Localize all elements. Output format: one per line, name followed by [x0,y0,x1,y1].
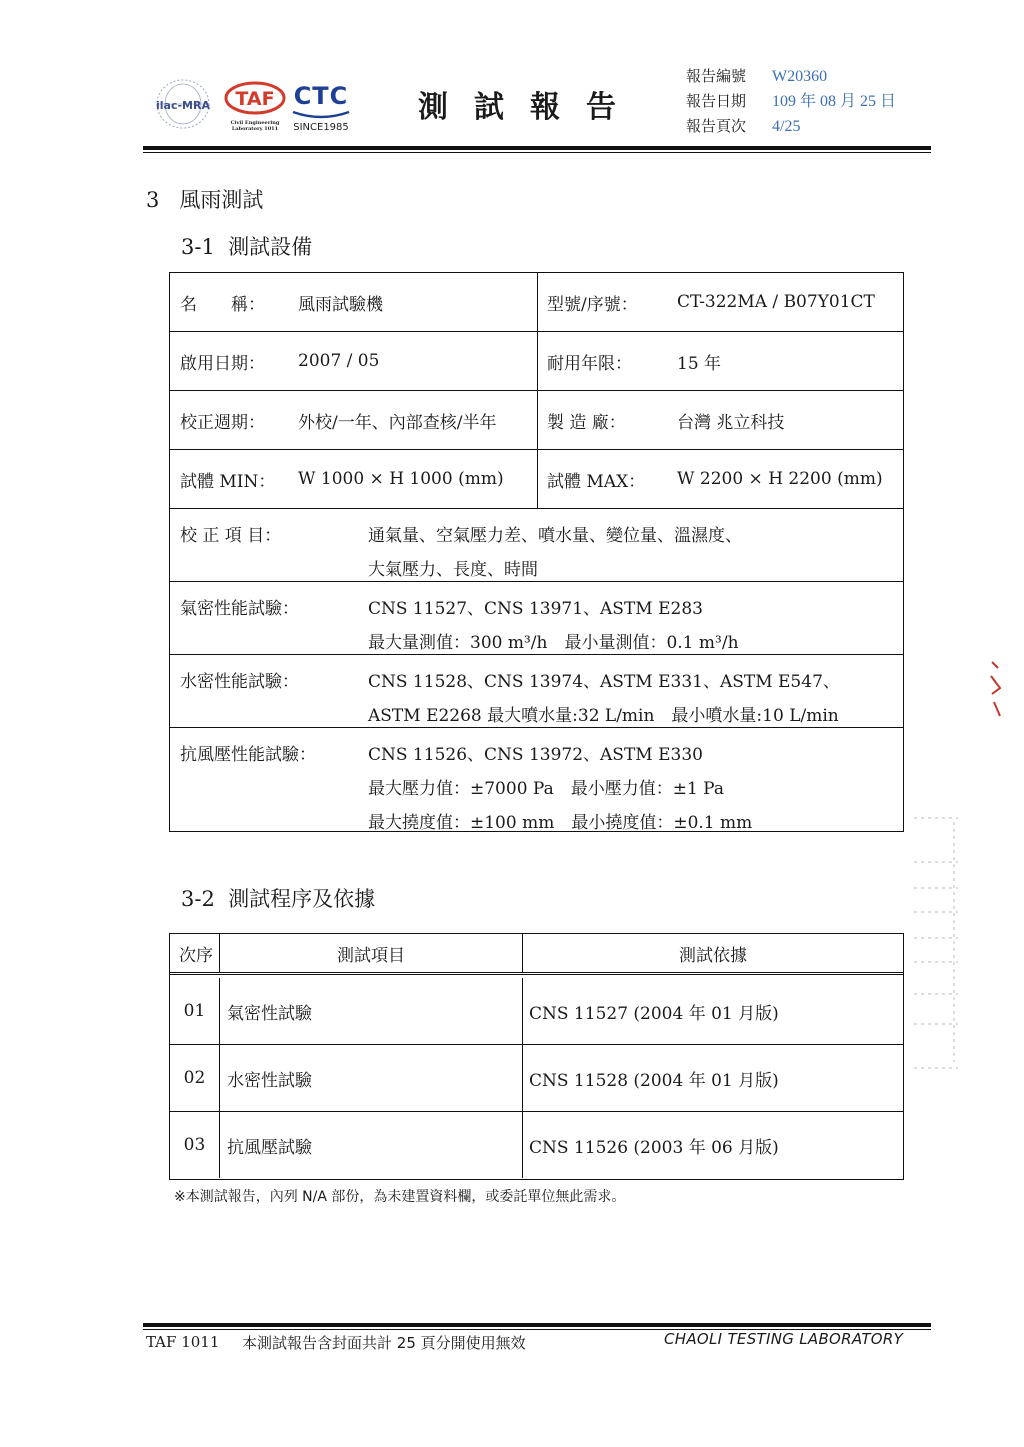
report-page-label: 報告頁次 [686,117,747,135]
report-page: 4/25 [772,118,801,135]
water-test-line: ASTM E2268 最大噴水量:32 L/min 最小噴水量:10 L/min [368,706,839,726]
table-header-row [170,934,903,975]
footnote: ※本測試報告，內列 N/A 部份，為未建置資料欄，或委託單位無此需求。 [174,1189,626,1205]
section-3-title: 風雨測試 [179,188,264,212]
test-method-table [169,933,904,1180]
equipment-row [170,728,903,833]
section-3-2-number: 3-2 [181,887,215,911]
ilac-logo-text: ilac-MRA [156,99,210,112]
equipment-min-value: W 1000 × H 1000 (mm) [298,469,504,489]
column-divider [522,1045,523,1111]
equipment-cal-period-label: 校正週期： [180,412,265,433]
row-seq: 03 [183,1135,206,1155]
equipment-row [170,582,903,655]
wind-test-line: 最大壓力值：±7000 Pa 最小壓力值：±1 Pa [368,779,724,799]
equipment-row [170,332,903,391]
table-row [170,1112,903,1178]
equipment-life-label: 耐用年限： [547,353,632,374]
water-test-line: CNS 11528、CNS 13974、ASTM E331、ASTM E547、 [368,672,840,692]
wind-test-label: 抗風壓性能試驗： [180,745,316,765]
cal-items-line: 大氣壓力、長度、時間 [368,560,538,580]
section-3-1-number: 3-1 [181,235,215,259]
section-3-1-heading [181,231,312,261]
footer-lab-name: CHAOLI TESTING LABORATORY [664,1330,904,1348]
header-divider-thin [143,152,931,153]
row-basis: CNS 11527 (2004 年 01 月版) [529,1003,779,1024]
equipment-table [169,272,904,832]
cal-items-label: 校 正 項 目： [180,526,282,546]
taf-logo [224,80,286,138]
equipment-min-label: 試體 MIN： [180,471,276,492]
row-seq: 01 [183,1001,206,1021]
equipment-start-value: 2007 / 05 [298,351,380,371]
report-title: 測試報告 [418,90,642,125]
header-seq: 次序 [179,945,213,966]
report-date: 109 年 08 月 25 日 [772,93,897,110]
taf-logo-subtext: Civil Engineering Laboratory 1011 [230,120,280,132]
equipment-row [170,655,903,728]
equipment-name-value: 風雨試驗機 [298,294,383,315]
equipment-max-value: W 2200 × H 2200 (mm) [677,469,883,489]
row-basis: CNS 11526 (2003 年 06 月版) [529,1137,779,1158]
equipment-maker-value: 台灣 兆立科技 [677,412,785,433]
section-3-1-title: 測試設備 [228,235,313,259]
report-meta [686,64,896,139]
equipment-maker-label: 製 造 廠： [547,412,626,433]
air-test-line: CNS 11527、CNS 13971、ASTM E283 [368,599,703,619]
row-basis: CNS 11528 (2004 年 01 月版) [529,1070,779,1091]
column-divider [522,978,523,1044]
equipment-model-label: 型號/序號： [547,294,638,315]
ctc-since: SINCE1985 [293,122,349,133]
equipment-row [170,450,903,509]
report-no-label: 報告編號 [686,67,747,85]
taf-logo-text: TAF [235,88,275,110]
wind-test-line: 最大撓度值：±100 mm 最小撓度值：±0.1 mm [368,813,753,833]
ctc-logo-text: CTC [293,82,349,110]
column-divider [219,1045,220,1111]
column-divider [219,978,220,1044]
ilac-mra-logo [150,78,216,130]
equipment-name-label: 名 稱： [180,294,265,315]
section-3-heading [146,184,263,214]
equipment-life-value: 15 年 [677,353,722,374]
report-no: W20360 [772,68,828,85]
row-item: 水密性試驗 [227,1070,312,1091]
cal-items-line: 通氣量、空氣壓力差、噴水量、變位量、溫濕度、 [368,526,742,546]
equipment-max-label: 試體 MAX： [547,471,646,492]
footer-validity-note: 本測試報告含封面共計 25 頁分開使用無效 [242,1334,526,1352]
equipment-row [170,509,903,582]
report-date-label: 報告日期 [686,92,747,110]
ctc-logo [289,82,353,140]
equipment-row [170,273,903,332]
air-test-label: 氣密性能試驗： [180,599,299,619]
air-test-line: 最大量測值：300 m³/h 最小量測值：0.1 m³/h [368,633,739,653]
equipment-row [170,391,903,450]
section-3-number: 3 [146,188,160,212]
section-3-2-title: 測試程序及依據 [228,887,376,911]
margin-dashes [914,812,958,1074]
row-item: 氣密性試驗 [227,1003,312,1024]
header-item: 測試項目 [337,945,405,966]
footer-divider [143,1323,931,1327]
row-item: 抗風壓試驗 [227,1137,312,1158]
table-row [170,978,903,1045]
wind-test-line: CNS 11526、CNS 13972、ASTM E330 [368,745,703,765]
header-basis: 測試依據 [679,945,747,966]
section-3-2-heading [181,883,375,913]
footer-taf-number: TAF 1011 [146,1333,220,1351]
edge-stamp-mark [988,658,1004,722]
equipment-start-label: 啟用日期： [180,353,265,374]
column-divider [522,1112,523,1178]
equipment-cal-period-value: 外校/一年、內部查核/半年 [298,412,497,433]
row-seq: 02 [183,1068,206,1088]
equipment-model-value: CT-322MA / B07Y01CT [677,292,875,312]
column-divider [219,1112,220,1178]
water-test-label: 水密性能試驗： [180,672,299,692]
header-divider [143,146,931,150]
table-row [170,1045,903,1112]
